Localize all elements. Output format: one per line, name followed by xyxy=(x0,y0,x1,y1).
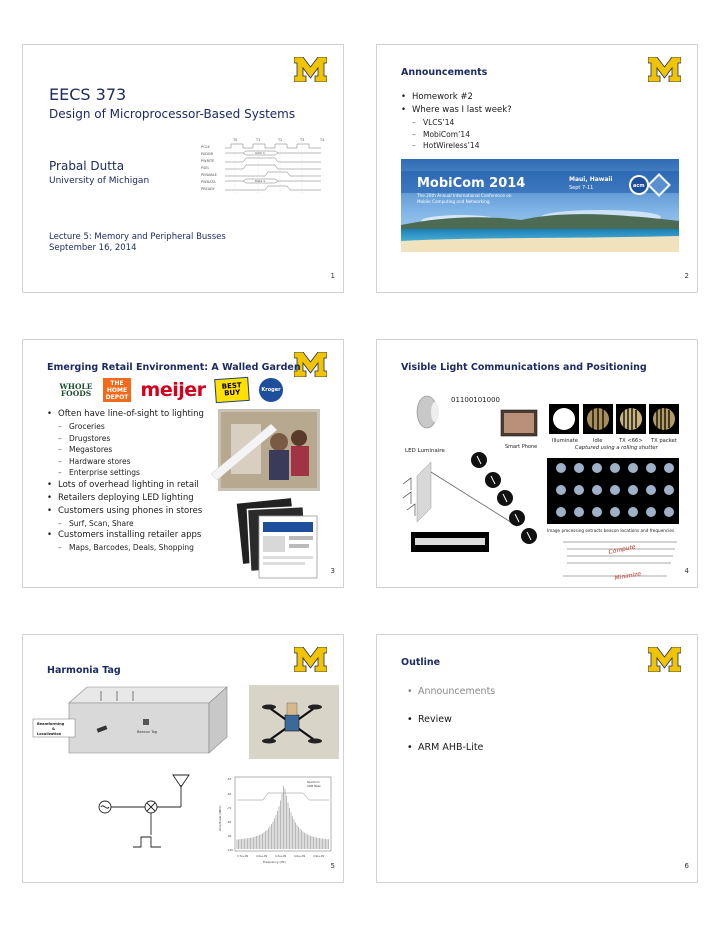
page-number: 6 xyxy=(684,862,689,870)
sub-bullet-item: – Megastores xyxy=(47,444,204,456)
page-number: 1 xyxy=(330,272,335,280)
x-tick: 3.7e+09 xyxy=(237,855,249,858)
university-m-logo-icon xyxy=(294,57,327,82)
source-label: S2 xyxy=(507,528,514,534)
slide-1 xyxy=(22,44,344,293)
y-tick: -50 xyxy=(227,778,232,781)
x-tick: 4.9e+09 xyxy=(313,855,325,858)
timing-signal: PADDR xyxy=(201,152,214,156)
bits-label: 01100101000 xyxy=(451,396,500,404)
page-number: 2 xyxy=(684,272,689,280)
apb-timing-diagram xyxy=(183,136,325,198)
outline-item: • ARM AHB-Lite xyxy=(407,741,495,755)
timing-cycle: T2 xyxy=(278,138,283,142)
sub-bullet-item: – Enterprise settings xyxy=(47,467,204,479)
addr-label: Addr 1 xyxy=(255,151,265,155)
shutter-caption: Captured using a rolling shutter xyxy=(575,445,658,451)
banner-dates: Sept 7-11 xyxy=(569,185,594,191)
slide-title: Harmonia Tag xyxy=(47,665,121,676)
luminaire-label: LED Luminaire xyxy=(405,448,445,454)
sub-bullet-item: – VLCS’14 xyxy=(401,117,512,129)
page-number: 3 xyxy=(330,567,335,575)
bullet-item: • Retailers deploying LED lighting xyxy=(47,492,204,505)
slide-3 xyxy=(22,339,344,588)
slide-6 xyxy=(376,634,698,883)
vlc-positioning-figure xyxy=(397,376,687,584)
timing-cycle: T0 xyxy=(233,138,238,142)
box-label: Localization xyxy=(37,732,62,736)
lecture-date: September 16, 2014 xyxy=(49,243,137,253)
bullet-item: • Often have line-of-sight to lighting xyxy=(47,408,204,421)
banner-location: Maui, Hawaii xyxy=(569,176,613,183)
outline-list xyxy=(407,685,495,769)
timing-signal: PREADY xyxy=(201,187,215,191)
bullet-list xyxy=(47,408,204,554)
slide-title: Announcements xyxy=(401,67,488,78)
course-title: EECS 373 xyxy=(49,85,127,104)
sub-bullet-item: – Drugstores xyxy=(47,433,204,445)
banner-tagline: The 20th Annual International Conference on xyxy=(417,193,512,198)
timing-signal: PENABLE xyxy=(201,173,217,177)
timing-signal: PWRITE xyxy=(201,159,215,163)
caption-illuminate: Illuminate xyxy=(552,438,578,444)
slide-title: Outline xyxy=(401,657,441,668)
timing-cycle: T1 xyxy=(256,138,261,142)
lecture-title: Lecture 5: Memory and Peripheral Busses xyxy=(49,232,226,242)
source-label: S3 xyxy=(495,508,502,514)
timing-cycle: T4 xyxy=(320,138,325,142)
whole-foods-logo: WHOLE FOODS xyxy=(59,382,93,398)
box-label: Beamforming xyxy=(37,722,65,726)
y-tick: -100 xyxy=(227,849,233,852)
bullet-item: • Homework #2 xyxy=(401,91,512,104)
timing-signal: PCLK xyxy=(201,145,210,149)
sub-bullet-item: – Maps, Barcodes, Deals, Shopping xyxy=(47,542,204,554)
slide-4 xyxy=(376,339,698,588)
course-subtitle: Design of Microprocessor-Based Systems xyxy=(49,107,296,121)
x-tick: 4.0e+09 xyxy=(256,855,268,858)
y-tick: -70 xyxy=(227,807,232,810)
sub-bullet-item: – Groceries xyxy=(47,421,204,433)
caption-txpacket: TX packet xyxy=(651,438,677,444)
banner-title: MobiCom 2014 xyxy=(417,176,526,191)
y-axis-label: Amplitude (dBm) xyxy=(218,805,222,831)
slide-title: Visible Light Communications and Positioning xyxy=(401,362,647,373)
acm-badge: acm xyxy=(633,183,645,189)
legend-entry: Spectrum xyxy=(307,781,320,784)
sub-bullet-item: – Surf, Scan, Share xyxy=(47,518,204,530)
caption-tx66: TX <66> xyxy=(619,438,643,444)
outline-item: • Announcements xyxy=(407,685,495,699)
retail-photo-collage xyxy=(211,404,331,580)
bullet-item: • Where was I last week? xyxy=(401,104,512,117)
processing-caption: Image processing extracts beacon locations and frequencies xyxy=(547,528,675,533)
mobicom-banner-image xyxy=(401,159,679,252)
author-name: Prabal Dutta xyxy=(49,159,125,173)
x-axis-label: Frequency (Hz) xyxy=(263,860,286,864)
harmonia-figure xyxy=(23,635,344,883)
legend-entry: UWB Mask xyxy=(307,785,321,788)
source-label: S1 xyxy=(519,548,526,554)
sub-bullet-item: – MobiCom’14 xyxy=(401,129,512,141)
home-depot-logo: THE HOME DEPOT xyxy=(103,378,131,402)
best-buy-logo: BEST BUY xyxy=(214,377,250,403)
timing-signal: PWDATA xyxy=(201,180,216,184)
y-tick: -60 xyxy=(227,793,232,796)
timing-cycle: T3 xyxy=(300,138,305,142)
slide-title: Emerging Retail Environment: A Walled Garden xyxy=(47,362,301,373)
box-label: & xyxy=(52,727,56,731)
banner-tagline: Mobile Computing and Networking xyxy=(417,199,490,204)
bullet-list xyxy=(401,91,512,152)
minimize-label: Minimize xyxy=(614,570,642,582)
kroger-logo: Kroger xyxy=(259,378,283,402)
university-m-logo-icon xyxy=(648,647,681,672)
timing-signal: PSEL xyxy=(201,166,210,170)
y-tick: -80 xyxy=(227,821,232,824)
compute-label: Compute xyxy=(607,543,637,556)
sub-bullet-item: – HotWireless’14 xyxy=(401,140,512,152)
meijer-logo: meijer xyxy=(140,379,206,401)
source-label: S4 xyxy=(483,490,490,496)
beacon-tag-label: Beacon Tag xyxy=(137,730,158,734)
university-m-logo-icon xyxy=(648,57,681,82)
retailer-logos xyxy=(59,378,309,402)
data-label: Data 1 xyxy=(255,179,266,183)
phone-label: Smart Phone xyxy=(505,444,538,450)
source-label: S5 xyxy=(471,468,478,474)
page-number: 4 xyxy=(684,567,689,575)
sub-bullet-item: – Hardware stores xyxy=(47,456,204,468)
bullet-item: • Customers installing retailer apps xyxy=(47,529,204,542)
bullet-item: • Customers using phones in stores xyxy=(47,505,204,518)
affiliation: University of Michigan xyxy=(49,176,150,186)
outline-item: • Review xyxy=(407,713,495,727)
x-tick: 4.3e+09 xyxy=(275,855,287,858)
page-number: 5 xyxy=(330,862,335,870)
caption-idle: Idle xyxy=(593,438,603,444)
slide-2 xyxy=(376,44,698,293)
y-tick: -90 xyxy=(227,835,232,838)
x-tick: 4.6e+09 xyxy=(294,855,306,858)
bullet-item: • Lots of overhead lighting in retail xyxy=(47,479,204,492)
slide-5 xyxy=(22,634,344,883)
